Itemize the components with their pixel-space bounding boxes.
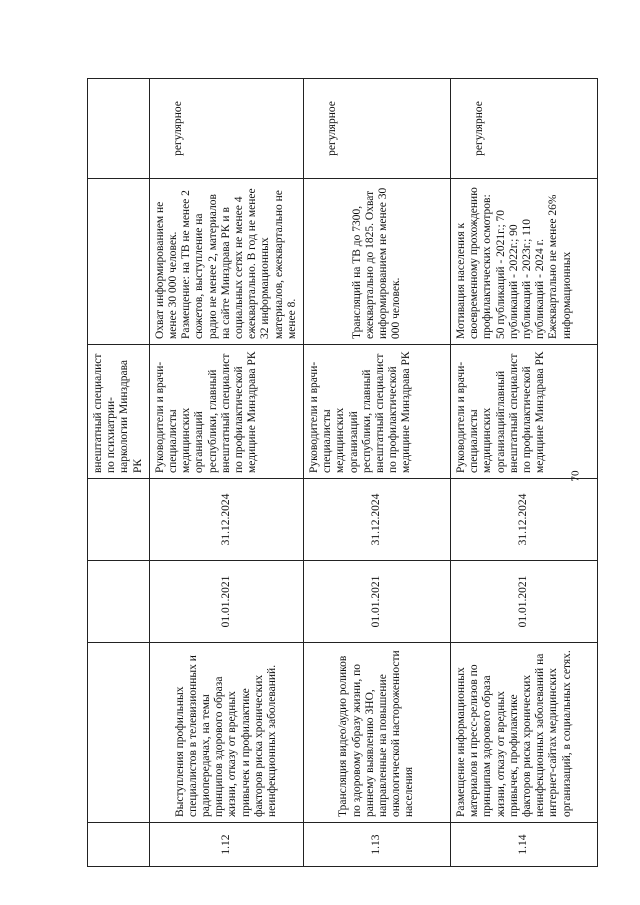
cell-end [88,479,150,561]
cell-num [88,823,150,867]
end-date: 31.12.2024 [149,479,303,561]
rotated-table-wrapper [87,79,587,867]
periodicity: регулярное [304,79,451,179]
end-date: 31.12.2024 [304,479,451,561]
start-date: 01.01.2021 [149,561,303,643]
indicator: Охват информированием не менее 30 000 человек. Размещение: на ТВ не менее 2 сюжетов, выступление на радио не менее 2, материалов на сайте Минздрава РК и в социальных сетях не менее 4 ежеквартально. В год не менее 32 информационных материалов, ежеквартально не менее 8. [149,179,303,345]
start-date: 01.01.2021 [451,561,598,643]
indicator: Мотивация населения к своевременному прохождению профилактических осмотров: 50 публикаций - 2021г.; 70 публикаций - 2022г.; 90 публикаций - 2023г.; 110 публикаций - 2024 г. Ежеквартально не менее 26% информационных [451,179,598,345]
table-row [149,79,303,867]
responsible: Руководители и врачи-специалисты медицинских организацийглавный внештатный специалист по профилактической медицине Минздрава РК [451,345,598,479]
row-number: 1.12 [149,823,303,867]
indicator: Трансляций на ТВ до 7300, ежеквартально до 1825. Охват информированием не менее 30 000 человек. [304,179,451,345]
page-number: 70 [569,470,582,482]
responsible: Руководители и врачи-специалисты медицинских организаций республики, главный внештатный специалист по профилактической медицине Минздрава РК [304,345,451,479]
row-number: 1.14 [451,823,598,867]
start-date: 01.01.2021 [304,561,451,643]
cell-indicator [88,179,150,345]
cell-name [88,643,150,823]
event-name: Выступления профильных специалистов в телевизионных и радиопередачах, на темы принципов здорового образа жизни, отказу от вредных привычек и профилактике факторов риска хронических неинфекционных заболеваний. [149,643,303,823]
row-number: 1.13 [304,823,451,867]
cell-responsible: внештатный специалист по психиатрии-наркологии Минздрава РК [88,345,150,479]
periodicity: регулярное [451,79,598,179]
table-row [304,79,451,867]
cell-start [88,561,150,643]
plan-table [87,78,598,867]
cell-periodicity [88,79,150,179]
table-row-continued [88,79,150,867]
periodicity: регулярное [149,79,303,179]
end-date: 31.12.2024 [451,479,598,561]
event-name: Размещение информационных материалов и пресс-релизов по принципам здорового образа жизни, отказу от вредных привычек, профилактике факторов риска хронических неинфекционных заболеваний на интернет-сайтах медицинских организаций, в социальных сетях. [451,643,598,823]
event-name: Трансляция видео/аудио роликов по здоровому образу жизни, по раннему выявлению ЗНО, направленные на повышение онкологической настороженности населения [304,643,451,823]
responsible: Руководители и врачи-специалисты медицинских организаций республики, главный внештатный специалист по профилактической медицине Минздрава РК [149,345,303,479]
